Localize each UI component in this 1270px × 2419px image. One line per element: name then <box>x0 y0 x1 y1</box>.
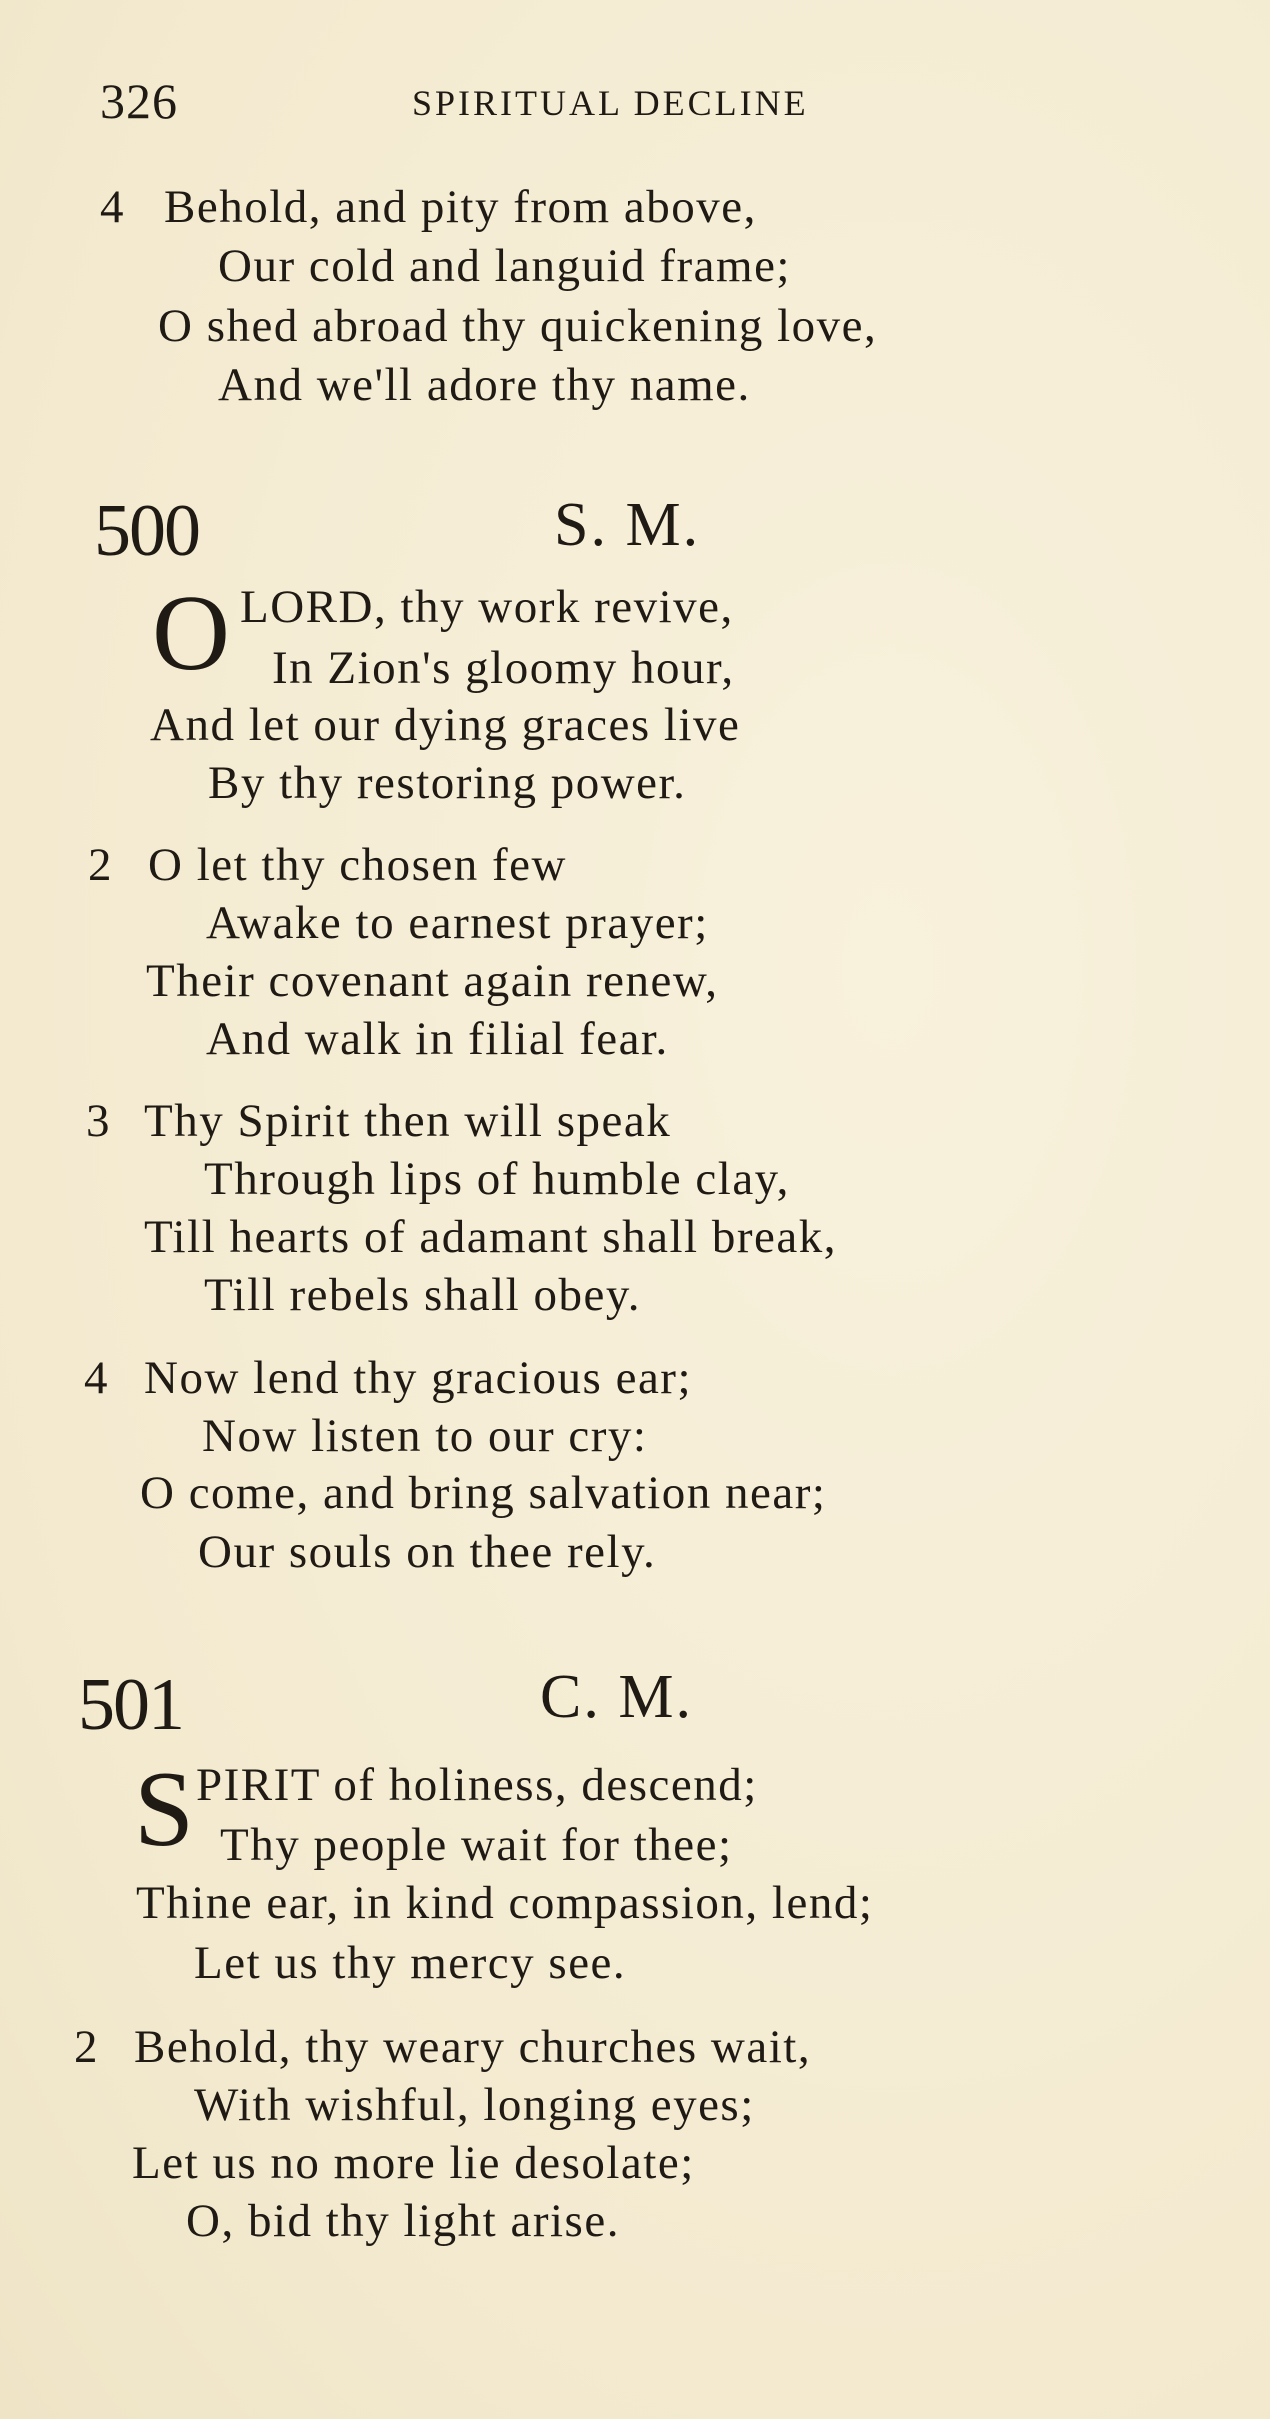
hymn-line: Till hearts of adamant shall break, <box>144 1211 837 1263</box>
hymn-line: And let our dying graces live <box>150 699 741 751</box>
stanza-number: 3 <box>86 1095 110 1147</box>
hymn-line: LORD, thy work revive, <box>240 581 734 633</box>
hymn-line: In Zion's gloomy hour, <box>272 642 735 694</box>
hymn-line: Our cold and languid frame; <box>218 240 791 292</box>
drop-cap: S <box>134 1750 195 1869</box>
hymn-line: Behold, and pity from above, <box>164 181 757 233</box>
hymn-line: Now listen to our cry: <box>202 1410 648 1462</box>
hymn-line: Let us no more lie desolate; <box>132 2137 695 2189</box>
hymn-line: PIRIT of holiness, descend; <box>196 1759 758 1811</box>
hymn-line: Behold, thy weary churches wait, <box>134 2021 812 2073</box>
hymn-line: Through lips of humble clay, <box>204 1153 790 1205</box>
hymn-line: Their covenant again renew, <box>146 955 719 1007</box>
hymn-meter: C. M. <box>540 1663 693 1731</box>
hymn-number: 500 <box>94 490 199 572</box>
hymn-number: 501 <box>78 1664 183 1746</box>
hymn-line: O shed abroad thy quickening love, <box>158 300 878 352</box>
hymn-line: O, bid thy light arise. <box>186 2195 620 2247</box>
running-title: SPIRITUAL DECLINE <box>412 83 809 123</box>
hymn-line: Awake to earnest prayer; <box>206 897 709 949</box>
hymn-line: Thine ear, in kind compassion, lend; <box>136 1877 874 1929</box>
stanza-number: 4 <box>84 1352 108 1404</box>
hymn-line: With wishful, longing eyes; <box>194 2079 755 2131</box>
hymn-line: Thy people wait for thee; <box>220 1819 733 1871</box>
hymn-line: Let us thy mercy see. <box>194 1937 627 1989</box>
hymn-line: O let thy chosen few <box>148 839 567 891</box>
hymn-line: And we'll adore thy name. <box>218 359 751 411</box>
hymn-meter: S. M. <box>554 491 701 559</box>
hymn-line: O come, and bring salvation near; <box>140 1467 827 1519</box>
hymn-line: Till rebels shall obey. <box>204 1269 642 1321</box>
stanza-number: 2 <box>74 2021 98 2073</box>
hymn-line: Our souls on thee rely. <box>198 1526 657 1578</box>
page-number: 326 <box>100 73 178 129</box>
hymn-line: By thy restoring power. <box>208 757 687 809</box>
stanza-number: 4 <box>100 181 124 233</box>
stanza-number: 2 <box>88 839 112 891</box>
hymn-line: Now lend thy gracious ear; <box>144 1352 693 1404</box>
hymn-line: Thy Spirit then will speak <box>144 1095 672 1147</box>
drop-cap: O <box>152 574 230 693</box>
hymn-line: And walk in filial fear. <box>206 1013 669 1065</box>
